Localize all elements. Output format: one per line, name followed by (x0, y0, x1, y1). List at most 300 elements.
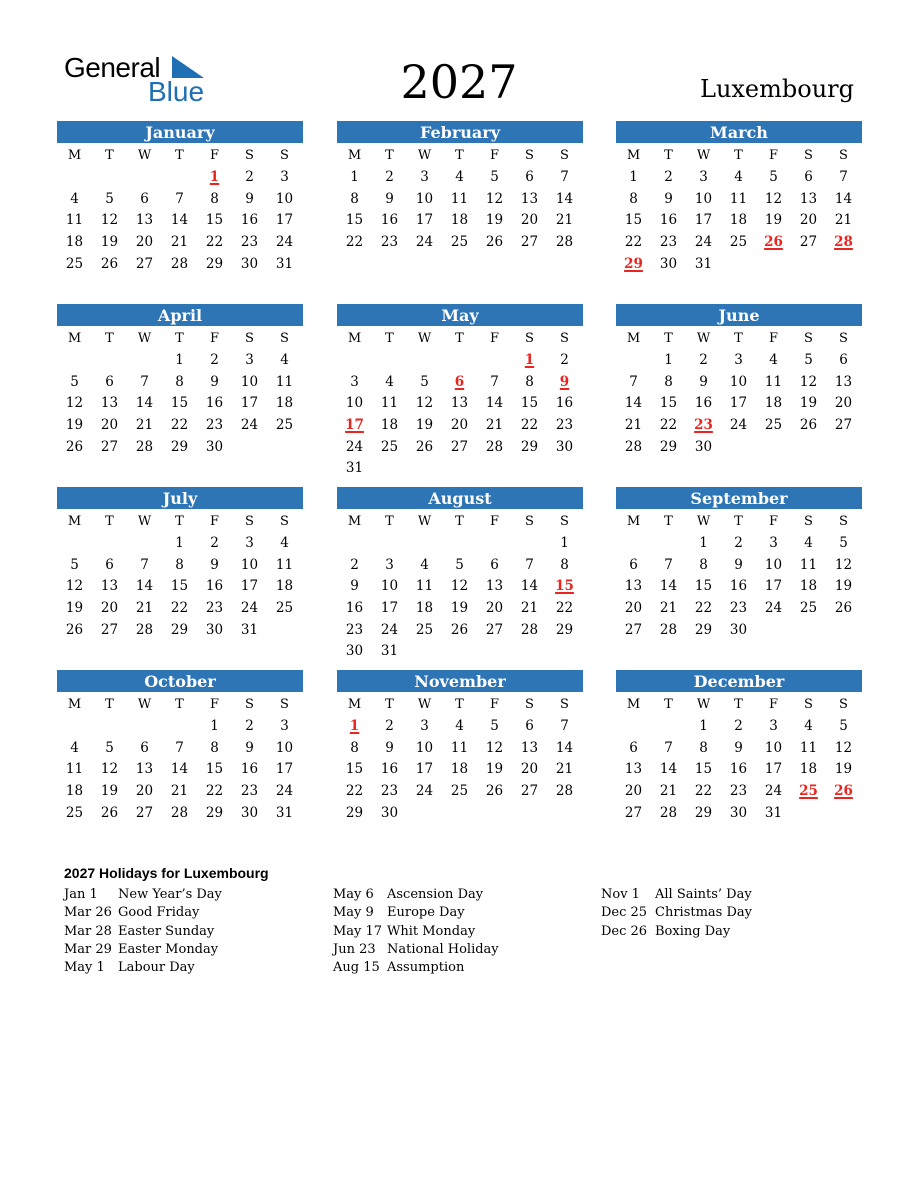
day-cell: 6 (525, 169, 534, 185)
empty-cell (407, 350, 442, 372)
day-cell: 3 (245, 535, 254, 551)
day-cell: 9 (245, 190, 254, 207)
weekday-label: M (67, 147, 82, 163)
empty-cell (127, 716, 162, 738)
month-header: July (57, 487, 303, 509)
day-cell: 8 (699, 739, 708, 756)
day-cell: 9 (734, 556, 743, 573)
weekday-label: T (455, 330, 464, 346)
day-cell: 11 (415, 578, 434, 595)
day-cell: 3 (385, 556, 394, 573)
day-grid (337, 533, 583, 663)
empty-cell (57, 533, 92, 555)
holiday-row (333, 886, 593, 904)
month-january (57, 121, 303, 275)
day-cell: 25 (764, 417, 783, 434)
day-cell: 22 (694, 783, 713, 800)
day-cell: 5 (105, 739, 114, 756)
day-cell: 17 (380, 600, 399, 617)
weekday-label: F (209, 513, 220, 529)
day-cell: 31 (240, 621, 259, 638)
day-cell: 28 (170, 804, 189, 821)
day-cell: 7 (175, 739, 184, 756)
day-cell: 2 (210, 535, 219, 551)
day-cell: 21 (170, 783, 189, 800)
weekday-label: F (768, 513, 779, 529)
day-cell: 5 (490, 718, 499, 734)
empty-cell (92, 533, 127, 555)
day-cell: 22 (345, 783, 364, 800)
day-cell: 16 (240, 212, 259, 229)
empty-cell (512, 533, 547, 555)
day-cell: 15 (170, 578, 189, 595)
weekday-label: S (560, 330, 569, 346)
month-header: November (337, 670, 583, 692)
day-cell: 2 (245, 718, 254, 734)
day-cell: 3 (420, 169, 429, 185)
day-cell: 23 (555, 417, 574, 434)
day-cell: 8 (350, 190, 359, 207)
day-cell: 13 (485, 578, 504, 595)
weekday-label: S (839, 147, 848, 163)
day-cell: 13 (135, 212, 154, 229)
day-grid (57, 167, 303, 275)
weekday-label: F (489, 147, 500, 163)
day-cell: 17 (729, 395, 748, 412)
day-cell: 15 (205, 212, 224, 229)
day-cell: 10 (694, 190, 713, 207)
weekday-label: M (347, 330, 362, 346)
day-cell: 30 (659, 255, 678, 272)
empty-cell (92, 716, 127, 738)
day-cell: 12 (450, 578, 469, 595)
day-cell: 17 (694, 212, 713, 229)
day-cell: 1 (699, 535, 708, 551)
day-cell: 4 (804, 535, 813, 551)
day-cell: 16 (694, 395, 713, 412)
day-cell: 18 (450, 212, 469, 229)
day-grid (616, 350, 862, 458)
day-cell: 29 (345, 804, 364, 821)
day-cell: 30 (729, 804, 748, 821)
weekday-label: F (768, 696, 779, 712)
day-cell: 22 (555, 600, 574, 617)
day-cell: 22 (520, 417, 539, 434)
day-cell: 23 (205, 417, 224, 434)
day-cell: 15 (694, 761, 713, 778)
weekday-label: T (664, 696, 673, 712)
day-cell: 6 (525, 718, 534, 734)
day-cell: 15 (205, 761, 224, 778)
weekday-label: W (137, 330, 152, 346)
day-cell: 22 (624, 234, 643, 251)
day-cell: 29 (170, 621, 189, 638)
day-cell: 8 (525, 373, 534, 390)
day-cell: 5 (420, 373, 429, 390)
day-cell: 24 (240, 417, 259, 434)
holiday-name: Assumption (387, 960, 465, 976)
day-cell: 5 (70, 373, 79, 390)
empty-cell (616, 716, 651, 738)
day-cell: 7 (140, 556, 149, 573)
holiday-date: May 9 (333, 905, 374, 921)
day-cell: 15 (170, 395, 189, 412)
day-cell: 20 (485, 600, 504, 617)
weekday-label: T (734, 330, 743, 346)
empty-cell (616, 533, 651, 555)
weekday-label: W (417, 513, 432, 529)
day-cell: 13 (624, 578, 643, 595)
day-cell: 20 (799, 212, 818, 229)
day-cell: 6 (140, 739, 149, 756)
day-cell: 2 (734, 535, 743, 551)
day-cell: 23 (240, 783, 259, 800)
day-cell: 19 (485, 761, 504, 778)
day-cell: 28 (485, 438, 504, 455)
day-cell: 7 (839, 169, 848, 185)
day-cell: 12 (834, 556, 853, 573)
day-cell: 2 (699, 352, 708, 368)
day-cell: 23 (205, 600, 224, 617)
day-cell: 16 (380, 761, 399, 778)
day-cell: 20 (450, 417, 469, 434)
day-cell: 14 (520, 578, 539, 595)
day-cell: 30 (345, 643, 364, 660)
day-cell: 14 (834, 190, 853, 207)
day-cell: 29 (694, 621, 713, 638)
holiday-row (333, 941, 593, 959)
weekday-label: S (525, 513, 534, 529)
weekday-label: S (560, 147, 569, 163)
day-cell: 17 (240, 395, 259, 412)
day-cell: 21 (485, 417, 504, 434)
day-cell: 10 (415, 739, 434, 756)
holiday-date: Nov 1 (601, 887, 640, 902)
day-cell: 28 (170, 255, 189, 272)
day-cell: 17 (415, 761, 434, 778)
day-cell: 10 (240, 556, 259, 573)
day-cell: 7 (175, 190, 184, 207)
day-cell: 11 (799, 556, 818, 573)
day-cell: 31 (275, 255, 294, 272)
weekday-label: W (696, 330, 711, 346)
day-cell: 19 (485, 212, 504, 229)
day-cell: 19 (100, 783, 119, 800)
day-cell: 28 (520, 621, 539, 638)
day-cell: 10 (729, 373, 748, 390)
day-cell: 11 (65, 761, 84, 778)
day-cell: 26 (485, 234, 504, 251)
holiday-date: Dec 25 (601, 905, 648, 921)
weekday-row (57, 692, 303, 716)
day-cell: 6 (629, 739, 638, 756)
holiday-row (601, 923, 861, 941)
holiday-row (333, 959, 593, 977)
day-cell: 27 (135, 804, 154, 821)
day-cell: 16 (240, 761, 259, 778)
day-cell: 8 (210, 190, 219, 207)
day-cell: 4 (420, 556, 429, 573)
holiday-date: Dec 26 (601, 923, 648, 939)
empty-cell (372, 350, 407, 372)
day-cell: 15 (624, 212, 643, 229)
day-cell: 20 (624, 783, 643, 800)
day-cell: 2 (245, 169, 254, 185)
holiday-date: Aug 15 (333, 960, 380, 976)
day-grid (337, 350, 583, 480)
month-header: September (616, 487, 862, 509)
holiday-day-cell: 28 (834, 234, 853, 251)
day-cell: 4 (70, 190, 79, 207)
empty-cell (407, 533, 442, 555)
day-cell: 6 (490, 556, 499, 573)
day-cell: 5 (769, 169, 778, 185)
day-cell: 25 (65, 255, 84, 272)
day-cell: 12 (485, 739, 504, 756)
day-cell: 9 (350, 578, 359, 595)
holiday-row (64, 886, 324, 904)
day-cell: 7 (629, 373, 638, 390)
day-cell: 4 (385, 373, 394, 390)
day-cell: 10 (380, 578, 399, 595)
day-cell: 21 (834, 212, 853, 229)
day-cell: 7 (525, 556, 534, 573)
day-grid (337, 716, 583, 824)
day-cell: 30 (240, 255, 259, 272)
weekday-label: T (734, 696, 743, 712)
day-cell: 6 (629, 556, 638, 573)
weekday-label: S (560, 696, 569, 712)
day-cell: 11 (729, 190, 748, 207)
holiday-name: Boxing Day (655, 923, 731, 939)
day-cell: 26 (485, 783, 504, 800)
weekday-label: F (209, 330, 220, 346)
day-cell: 12 (834, 739, 853, 756)
month-may (337, 304, 583, 480)
month-june (616, 304, 862, 458)
day-cell: 29 (555, 621, 574, 638)
weekday-row (616, 143, 862, 167)
day-cell: 30 (205, 438, 224, 455)
weekday-label: W (417, 696, 432, 712)
day-cell: 9 (385, 739, 394, 756)
day-cell: 19 (764, 212, 783, 229)
day-cell: 13 (100, 395, 119, 412)
day-cell: 19 (65, 600, 84, 617)
weekday-row (57, 509, 303, 533)
weekday-label: T (664, 330, 673, 346)
day-cell: 27 (520, 234, 539, 251)
day-cell: 16 (380, 212, 399, 229)
day-cell: 18 (380, 417, 399, 434)
day-cell: 14 (555, 190, 574, 207)
day-cell: 22 (205, 783, 224, 800)
day-cell: 30 (729, 621, 748, 638)
holiday-date: Mar 26 (64, 905, 112, 921)
day-cell: 27 (100, 438, 119, 455)
holiday-date: May 6 (333, 887, 374, 902)
day-cell: 14 (659, 761, 678, 778)
day-cell: 17 (415, 212, 434, 229)
day-cell: 12 (764, 190, 783, 207)
day-cell: 15 (345, 761, 364, 778)
day-cell: 24 (415, 234, 434, 251)
day-grid (616, 533, 862, 641)
day-cell: 9 (699, 373, 708, 390)
day-cell: 13 (520, 190, 539, 207)
day-cell: 5 (839, 535, 848, 551)
day-cell: 25 (275, 417, 294, 434)
day-cell: 23 (659, 234, 678, 251)
day-cell: 29 (205, 804, 224, 821)
day-cell: 23 (380, 783, 399, 800)
day-cell: 6 (105, 556, 114, 573)
empty-cell (57, 167, 92, 189)
weekday-label: M (626, 513, 641, 529)
day-cell: 10 (275, 739, 294, 756)
day-cell: 1 (560, 535, 569, 551)
day-cell: 16 (729, 578, 748, 595)
holiday-name: Christmas Day (655, 905, 752, 921)
empty-cell (651, 716, 686, 738)
holiday-name: Labour Day (118, 960, 195, 976)
weekday-label: S (804, 513, 813, 529)
holiday-day-cell: 15 (555, 578, 574, 595)
day-cell: 2 (560, 352, 569, 368)
day-cell: 26 (834, 600, 853, 617)
weekday-label: S (245, 330, 254, 346)
day-cell: 14 (135, 395, 154, 412)
weekday-label: T (734, 147, 743, 163)
day-cell: 16 (729, 761, 748, 778)
month-header: April (57, 304, 303, 326)
day-cell: 14 (555, 739, 574, 756)
weekday-label: S (804, 330, 813, 346)
day-cell: 18 (275, 395, 294, 412)
day-cell: 14 (659, 578, 678, 595)
holiday-name: Whit Monday (387, 923, 476, 939)
holiday-row (64, 923, 324, 941)
month-november (337, 670, 583, 824)
holiday-name: New Year’s Day (118, 887, 222, 902)
month-april (57, 304, 303, 458)
holiday-row (333, 904, 593, 922)
day-grid (57, 533, 303, 641)
day-cell: 23 (380, 234, 399, 251)
holiday-day-cell: 1 (349, 718, 360, 734)
empty-cell (57, 350, 92, 372)
day-cell: 23 (240, 234, 259, 251)
day-cell: 12 (65, 578, 84, 595)
day-cell: 21 (555, 212, 574, 229)
empty-cell (372, 533, 407, 555)
month-july (57, 487, 303, 641)
holiday-date: Jan 1 (64, 887, 98, 902)
weekday-label: M (347, 147, 362, 163)
day-cell: 24 (694, 234, 713, 251)
day-cell: 21 (170, 234, 189, 251)
day-cell: 19 (799, 395, 818, 412)
day-cell: 27 (624, 804, 643, 821)
day-cell: 25 (729, 234, 748, 251)
day-cell: 25 (415, 621, 434, 638)
weekday-row (57, 326, 303, 350)
weekday-row (616, 692, 862, 716)
day-cell: 5 (490, 169, 499, 185)
weekday-label: F (209, 147, 220, 163)
empty-cell (127, 533, 162, 555)
weekday-label: W (137, 147, 152, 163)
holiday-name: National Holiday (387, 941, 499, 957)
day-cell: 16 (555, 395, 574, 412)
day-cell: 1 (664, 352, 673, 368)
day-cell: 3 (350, 373, 359, 390)
month-september (616, 487, 862, 641)
holiday-day-cell: 17 (345, 417, 364, 434)
weekday-label: T (105, 513, 114, 529)
day-cell: 29 (520, 438, 539, 455)
day-cell: 21 (555, 761, 574, 778)
day-cell: 25 (450, 234, 469, 251)
weekday-label: M (67, 513, 82, 529)
holiday-date: Mar 28 (64, 923, 112, 939)
day-cell: 14 (624, 395, 643, 412)
day-cell: 8 (175, 556, 184, 573)
day-cell: 14 (170, 761, 189, 778)
month-header: May (337, 304, 583, 326)
day-grid (616, 167, 862, 275)
weekday-label: T (385, 330, 394, 346)
holiday-day-cell: 1 (209, 169, 220, 185)
day-cell: 17 (764, 761, 783, 778)
weekday-row (337, 509, 583, 533)
day-cell: 31 (694, 255, 713, 272)
day-cell: 25 (380, 438, 399, 455)
day-cell: 22 (694, 600, 713, 617)
empty-cell (616, 350, 651, 372)
weekday-label: T (175, 330, 184, 346)
empty-cell (337, 350, 372, 372)
weekday-label: S (525, 330, 534, 346)
day-cell: 22 (205, 234, 224, 251)
weekday-label: T (734, 513, 743, 529)
day-cell: 24 (275, 234, 294, 251)
day-cell: 24 (415, 783, 434, 800)
day-cell: 23 (729, 783, 748, 800)
day-cell: 16 (345, 600, 364, 617)
empty-cell (57, 716, 92, 738)
weekday-label: T (455, 147, 464, 163)
day-cell: 2 (734, 718, 743, 734)
weekday-label: S (280, 513, 289, 529)
day-cell: 20 (100, 417, 119, 434)
weekday-row (337, 143, 583, 167)
day-cell: 18 (799, 578, 818, 595)
holiday-day-cell: 1 (524, 352, 535, 368)
day-cell: 5 (804, 352, 813, 368)
weekday-row (337, 692, 583, 716)
holiday-date: May 1 (64, 960, 105, 976)
weekday-label: F (489, 330, 500, 346)
empty-cell (92, 167, 127, 189)
day-cell: 5 (105, 190, 114, 207)
month-header: June (616, 304, 862, 326)
day-cell: 11 (764, 373, 783, 390)
weekday-label: S (280, 147, 289, 163)
day-cell: 18 (65, 234, 84, 251)
month-october (57, 670, 303, 824)
empty-cell (162, 167, 197, 189)
